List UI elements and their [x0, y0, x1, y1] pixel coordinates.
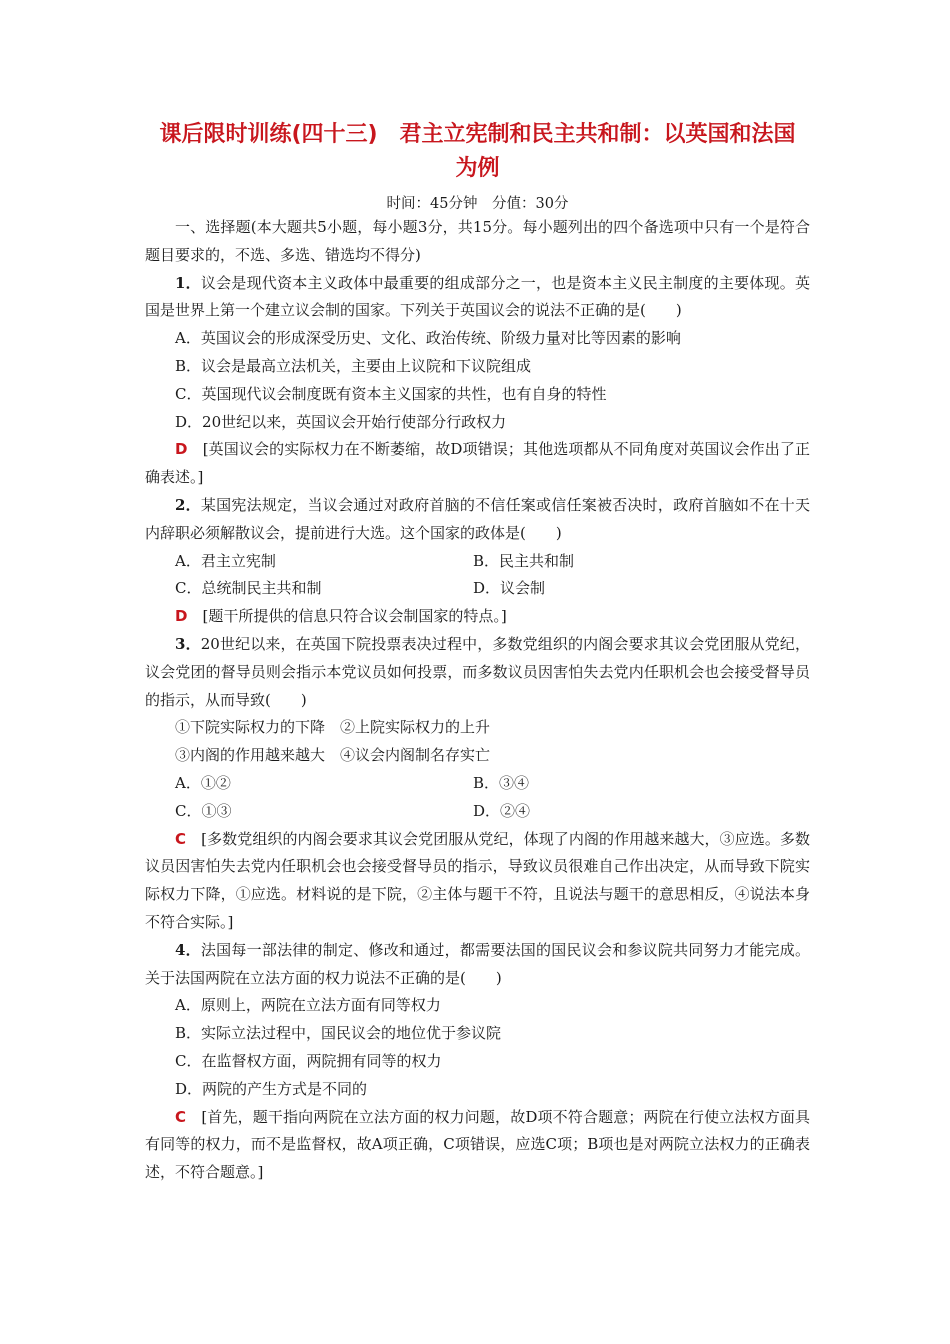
question-text: 议会是现代资本主义政体中最重要的组成部分之一，也是资本主义民主制度的主要体现。英国是世界上第一个建立议会制的国家。下列关于英国议会的说法不正确的是( ): [145, 273, 810, 320]
q1-option-d: D．20世纪以来，英国议会开始行使部分行政权力: [175, 412, 507, 431]
q4-option-d: D．两院的产生方式是不同的: [175, 1079, 368, 1098]
document-page: [145, 118, 810, 1187]
q2-option-c: C．总统制民主共和制: [175, 579, 322, 598]
q3-option-d: D．②④: [473, 801, 531, 820]
title-line-1: 课后限时训练(四十三) 君主立宪制和民主共和制：以英国和法国: [159, 122, 796, 147]
question-number: 2．: [175, 495, 201, 514]
question-1-stem: [145, 270, 810, 326]
question-number: 1．: [175, 273, 201, 292]
time-score-info: 时间：45分钟 分值：30分: [386, 196, 569, 212]
answer-explanation: [题干所提供的信息只符合议会制国家的特点。]: [202, 607, 507, 626]
question-text: 某国宪法规定，当议会通过对政府首脑的不信任案或信任案被否决时，政府首脑如不在十天内辞职必须解散议会，提前进行大选。这个国家的政体是( ): [145, 495, 810, 542]
question-number: 4．: [175, 940, 201, 959]
answer-explanation: [多数党组织的内阁会要求其议会党团服从党纪，体现了内阁的作用越来越大，③应选。多数议员因害怕失去党内任职机会也会接受督导员的指示，导致议员很难自己作出决定，从而导致下院实际权力下降，①应选。材料说的是下院，②主体与题干不符，且说法与题干的意思相反，④说法本身不符合实际。]: [145, 829, 810, 931]
answer-letter: C: [175, 829, 187, 848]
q4-option-a: A．原则上，两院在立法方面有同等权力: [175, 996, 441, 1015]
answer-explanation: [英国议会的实际权力在不断萎缩，故D项错误；其他选项都从不同角度对英国议会作出了正确表述。]: [145, 440, 810, 487]
q3-option-c: C．①③: [175, 801, 232, 820]
answer-explanation: [首先，题干指向两院在立法方面的权力问题，故D项不符合题意；两院在行使立法权方面具有同等的权力，而不是监督权，故A项正确，C项错误，应选C项；B项也是对两院立法权力的正确表述，不符合题意。]: [145, 1107, 810, 1182]
q1-answer: [145, 436, 810, 492]
q3-options-row-1: [145, 770, 810, 798]
question-number: 3．: [175, 634, 201, 653]
document-title: [145, 118, 810, 186]
question-text: 法国每一部法律的制定、修改和通过，都需要法国的国民议会和参议院共同努力才能完成。关于法国两院在立法方面的权力说法不正确的是( ): [145, 940, 810, 987]
q3-statements-2: ③内阁的作用越来越大 ④议会内阁制名存实亡: [175, 746, 491, 765]
question-2-stem: [145, 492, 810, 548]
title-line-2: 为例: [455, 156, 500, 181]
q2-option-a: A．君主立宪制: [175, 551, 276, 570]
q4-answer: [145, 1104, 810, 1187]
q1-option-b: B．议会是最高立法机关，主要由上议院和下议院组成: [175, 356, 532, 375]
question-text: 20世纪以来，在英国下院投票表决过程中，多数党组织的内阁会要求其议会党团服从党纪，议会党团的督导员则会指示本党议员如何投票，而多数议员因害怕失去党内任职机会也会接受督导员的指示，从而导致( ): [145, 634, 811, 709]
answer-letter: D: [175, 607, 188, 626]
q4-option-b: B．实际立法过程中，国民议会的地位优于参议院: [175, 1024, 502, 1043]
q2-option-b: B．民主共和制: [473, 551, 575, 570]
q2-options-row-2: [145, 575, 810, 603]
q3-statements-1: ①下院实际权力的下降 ②上院实际权力的上升: [175, 718, 491, 737]
section-heading: 一、选择题(本大题共5小题，每小题3分，共15分。每小题列出的四个备选项中只有一个是符合题目要求的，不选、多选、错选均不得分): [145, 218, 810, 264]
q3-answer: [145, 826, 810, 937]
answer-letter: C: [175, 1107, 187, 1126]
q2-options-row-1: [145, 548, 810, 576]
q4-option-c: C．在监督权方面，两院拥有同等的权力: [175, 1051, 442, 1070]
answer-letter: D: [175, 440, 188, 459]
q2-answer: [145, 603, 810, 631]
q1-option-a: A．英国议会的形成深受历史、文化、政治传统、阶级力量对比等因素的影响: [175, 329, 681, 348]
q3-option-a: A．①②: [175, 773, 231, 792]
question-4-stem: [145, 937, 810, 993]
question-3-stem: [145, 631, 810, 714]
q3-options-row-2: [145, 798, 810, 826]
q3-option-b: B．③④: [473, 773, 530, 792]
q2-option-d: D．议会制: [473, 579, 546, 598]
q1-option-c: C．英国现代议会制度既有资本主义国家的共性，也有自身的特性: [175, 384, 607, 403]
